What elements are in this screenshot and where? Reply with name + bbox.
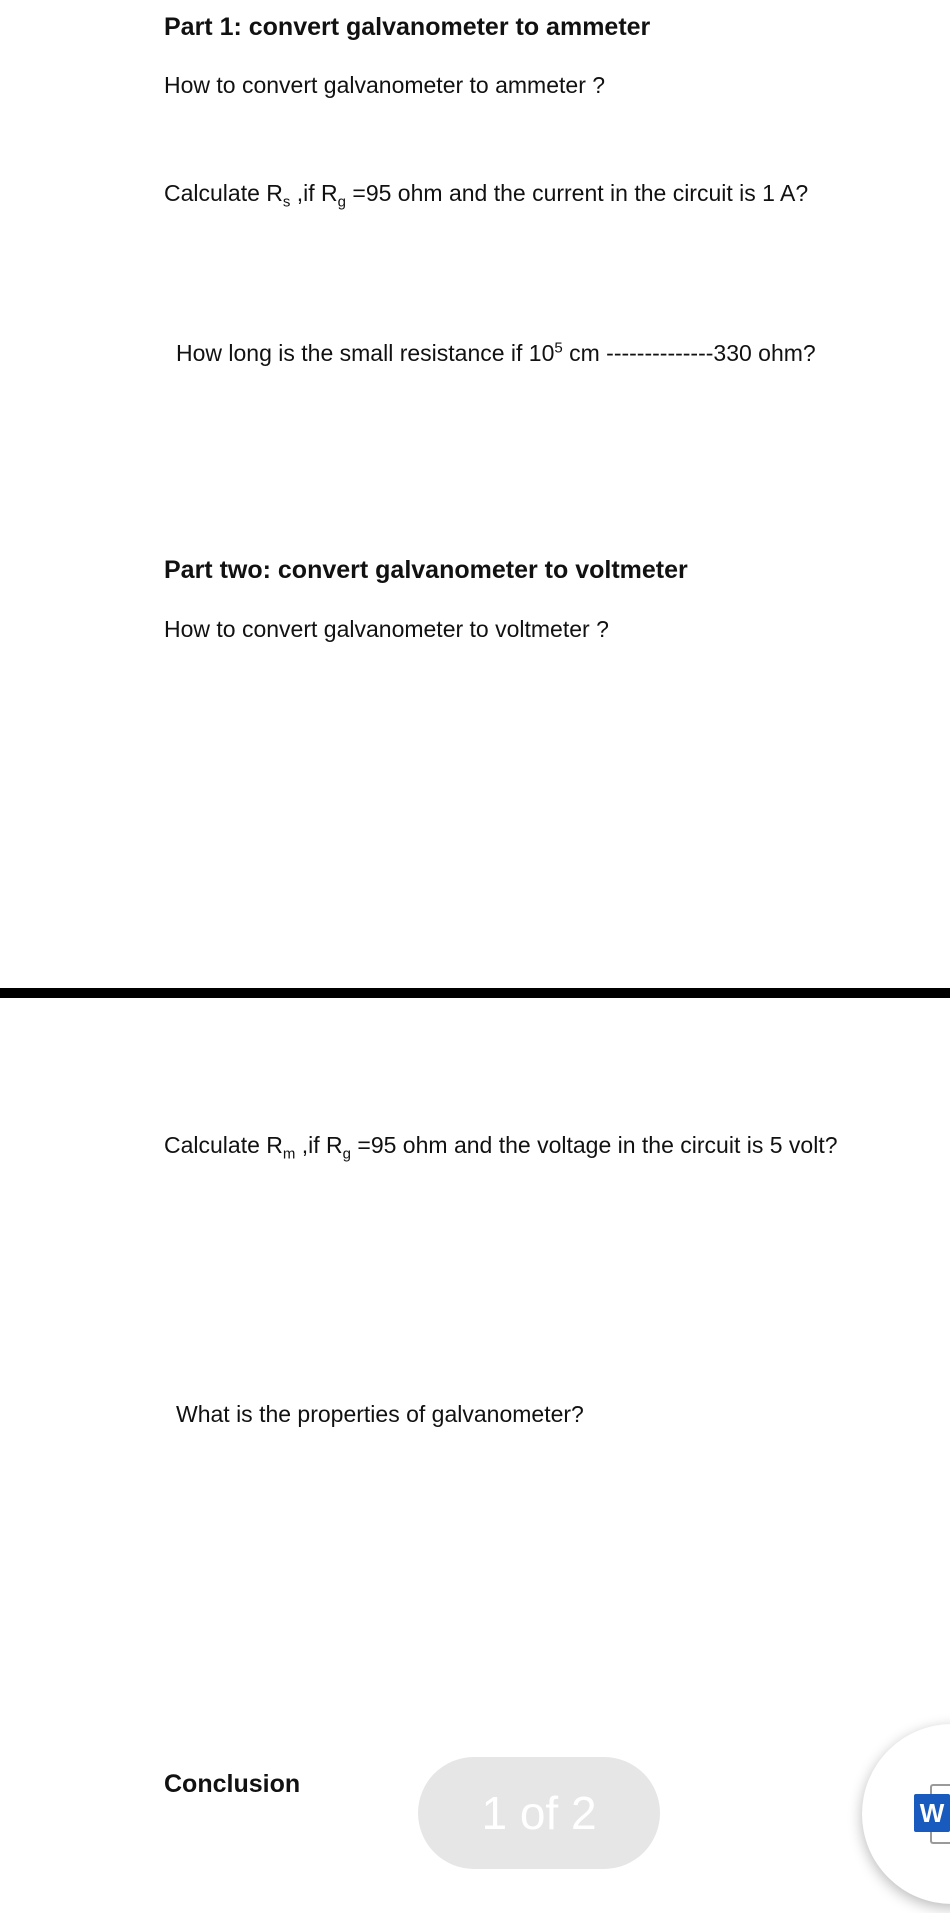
page-indicator (418, 1757, 660, 1869)
q2-sub-g: g (337, 193, 347, 211)
q5-mid: ,if R (295, 1132, 343, 1158)
part2-heading: Part two: convert galvanometer to voltmeter (164, 556, 688, 584)
word-icon[interactable] (914, 1794, 950, 1832)
page-indicator-label: 1 of 2 (481, 1787, 597, 1839)
question-galvanometer-properties: What is the properties of galvanometer? (176, 1401, 584, 1427)
q5-sub-m: m (282, 1145, 296, 1163)
question-small-resistance-length (176, 338, 816, 368)
q2-mid: ,if R (290, 180, 338, 206)
q3-sup: 5 (554, 339, 563, 357)
q5-prefix: Calculate R (164, 1132, 283, 1158)
conclusion-heading: Conclusion (164, 1770, 301, 1798)
question-calculate-rm (164, 1130, 838, 1163)
q2-suffix: =95 ohm and the current in the circuit is 1 A? (346, 180, 809, 206)
q5-sub-g: g (342, 1145, 352, 1163)
q2-prefix: Calculate R (164, 180, 283, 206)
question-calculate-rs (164, 178, 809, 211)
part1-heading: Part 1: convert galvanometer to ammeter (164, 13, 651, 41)
q2-sub-s: s (282, 193, 291, 211)
q3-prefix: How long is the small resistance if 10 (176, 340, 555, 366)
page-divider (0, 988, 950, 998)
q3-suffix: cm --------------330 ohm? (562, 340, 816, 366)
word-icon-letter: W (919, 1798, 945, 1828)
question-convert-to-voltmeter: How to convert galvanometer to voltmeter ? (164, 616, 609, 642)
q5-suffix: =95 ohm and the voltage in the circuit is 5 volt? (351, 1132, 838, 1158)
question-convert-to-ammeter: How to convert galvanometer to ammeter ? (164, 72, 606, 98)
